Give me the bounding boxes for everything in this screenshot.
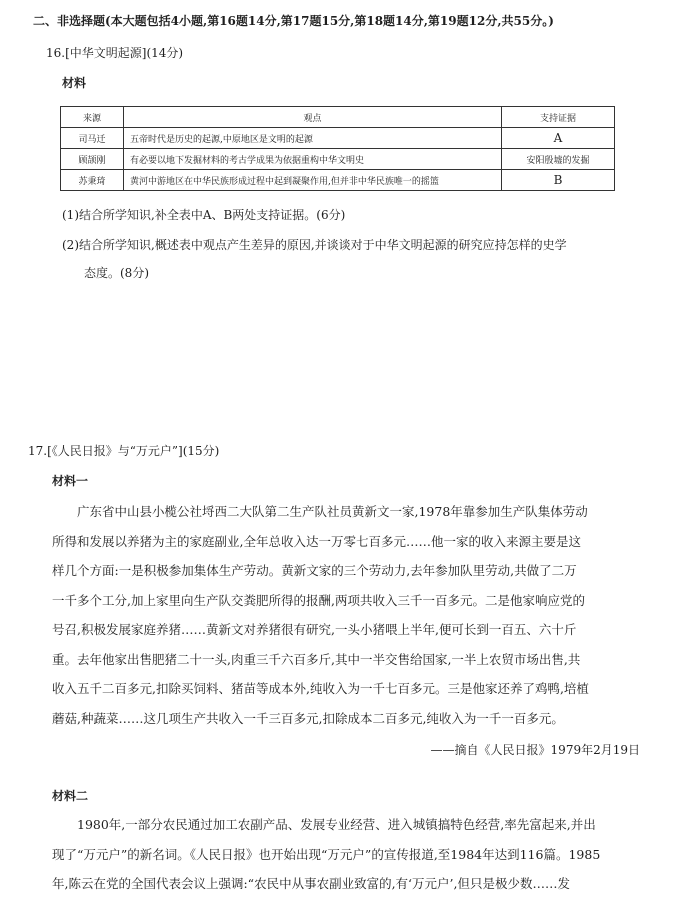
table-cell-view: 有必要以地下发掘材料的考古学成果为依据重构中华文明史 bbox=[124, 149, 502, 170]
table-header-source: 来源 bbox=[61, 107, 124, 128]
q17-material1-text bbox=[52, 497, 642, 733]
q16-question-2: (2)结合所学知识,概述表中观点产生差异的原因,并谈谈对于中华文明起源的研究应持怎样的史学 bbox=[62, 238, 567, 252]
table-cell-source: 苏秉琦 bbox=[61, 170, 124, 191]
q17-material1-label: 材料一 bbox=[52, 474, 89, 488]
table-cell-source: 司马迁 bbox=[61, 128, 124, 149]
q16-title: 16.[中华文明起源](14分) bbox=[46, 46, 184, 60]
table-header-evidence: 支持证据 bbox=[502, 107, 615, 128]
q16-question-2-cont: 态度。(8分) bbox=[84, 266, 149, 280]
material1-line: 样几个方面:一是积极参加集体生产劳动。黄新文家的三个劳动力,去年参加队里劳动,共做了二万 bbox=[52, 563, 577, 578]
table-cell-evidence: 安阳殷墟的发掘 bbox=[502, 149, 615, 170]
material2-line: 年,陈云在党的全国代表会议上强调:“农民中从事农副业致富的,有‘万元户’,但只是极少数……发 bbox=[52, 876, 570, 891]
material2-line: 现了“万元户”的新名词。《人民日报》也开始出现“万元户”的宣传报道,至1984年达到116篇。1985 bbox=[52, 846, 601, 862]
material1-line: 收入五千二百多元,扣除买饲料、猪苗等成本外,纯收入为一千七百多元。三是他家还养了鸡鸭,培植 bbox=[52, 681, 589, 696]
material1-line: 所得和发展以养猪为主的家庭副业,全年总收入达一万零七百多元……他一家的收入来源主要是这 bbox=[52, 533, 581, 549]
table-cell-evidence: B bbox=[502, 170, 615, 191]
material1-line: 号召,积极发展家庭养猪……黄新文对养猪很有研究,一头小猪喂上半年,便可长到一百五、六十斤 bbox=[52, 622, 577, 637]
table-header-row bbox=[61, 107, 615, 128]
table-cell-evidence: A bbox=[502, 128, 615, 149]
table-cell-source: 顾颉刚 bbox=[61, 149, 124, 170]
table-row bbox=[61, 149, 615, 170]
table-cell-view: 五帝时代是历史的起源,中原地区是文明的起源 bbox=[124, 128, 502, 149]
q16-question-1: (1)结合所学知识,补全表中A、B两处支持证据。(6分) bbox=[62, 208, 346, 222]
table-header-view: 观点 bbox=[124, 107, 502, 128]
table-row bbox=[61, 128, 615, 149]
q17-title: 17.[《人民日报》与“万元户”](15分) bbox=[28, 444, 220, 458]
q17-material2-text bbox=[52, 810, 642, 899]
table-cell-view: 黄河中游地区在中华民族形成过程中起到凝聚作用,但并非中华民族唯一的摇篮 bbox=[124, 170, 502, 191]
material1-line: 蘑菇,种蔬菜……这几项生产共收入一千三百多元,扣除成本二百多元,纯收入为一千一百多元。 bbox=[52, 710, 564, 726]
q16-material-label: 材料 bbox=[62, 76, 87, 90]
table-row bbox=[61, 170, 615, 191]
section-header: 二、非选择题(本大题包括4小题,第16题14分,第17题15分,第18题14分,第19题12分,共55分。) bbox=[33, 14, 554, 28]
material1-line: 广东省中山县小榄公社埒西二大队第二生产队社员黄新文一家,1978年靠参加生产队集体劳动 bbox=[77, 504, 588, 519]
q17-material1-source: ——摘自《人民日报》1979年2月19日 bbox=[430, 743, 640, 757]
material1-line: 重。去年他家出售肥猪二十一头,肉重三千六百多斤,其中一半交售给国家,一半上农贸市场出售,共 bbox=[52, 651, 581, 667]
q17-material2-label: 材料二 bbox=[52, 789, 89, 803]
q16-table bbox=[60, 106, 615, 191]
material1-line: 一千多个工分,加上家里向生产队交粪肥所得的报酬,两项共收入三千一百多元。二是他家响应党的 bbox=[52, 592, 585, 608]
material2-line: 1980年,一部分农民通过加工农副产品、发展专业经营、进入城镇搞特色经营,率先富起来,并出 bbox=[77, 817, 596, 832]
